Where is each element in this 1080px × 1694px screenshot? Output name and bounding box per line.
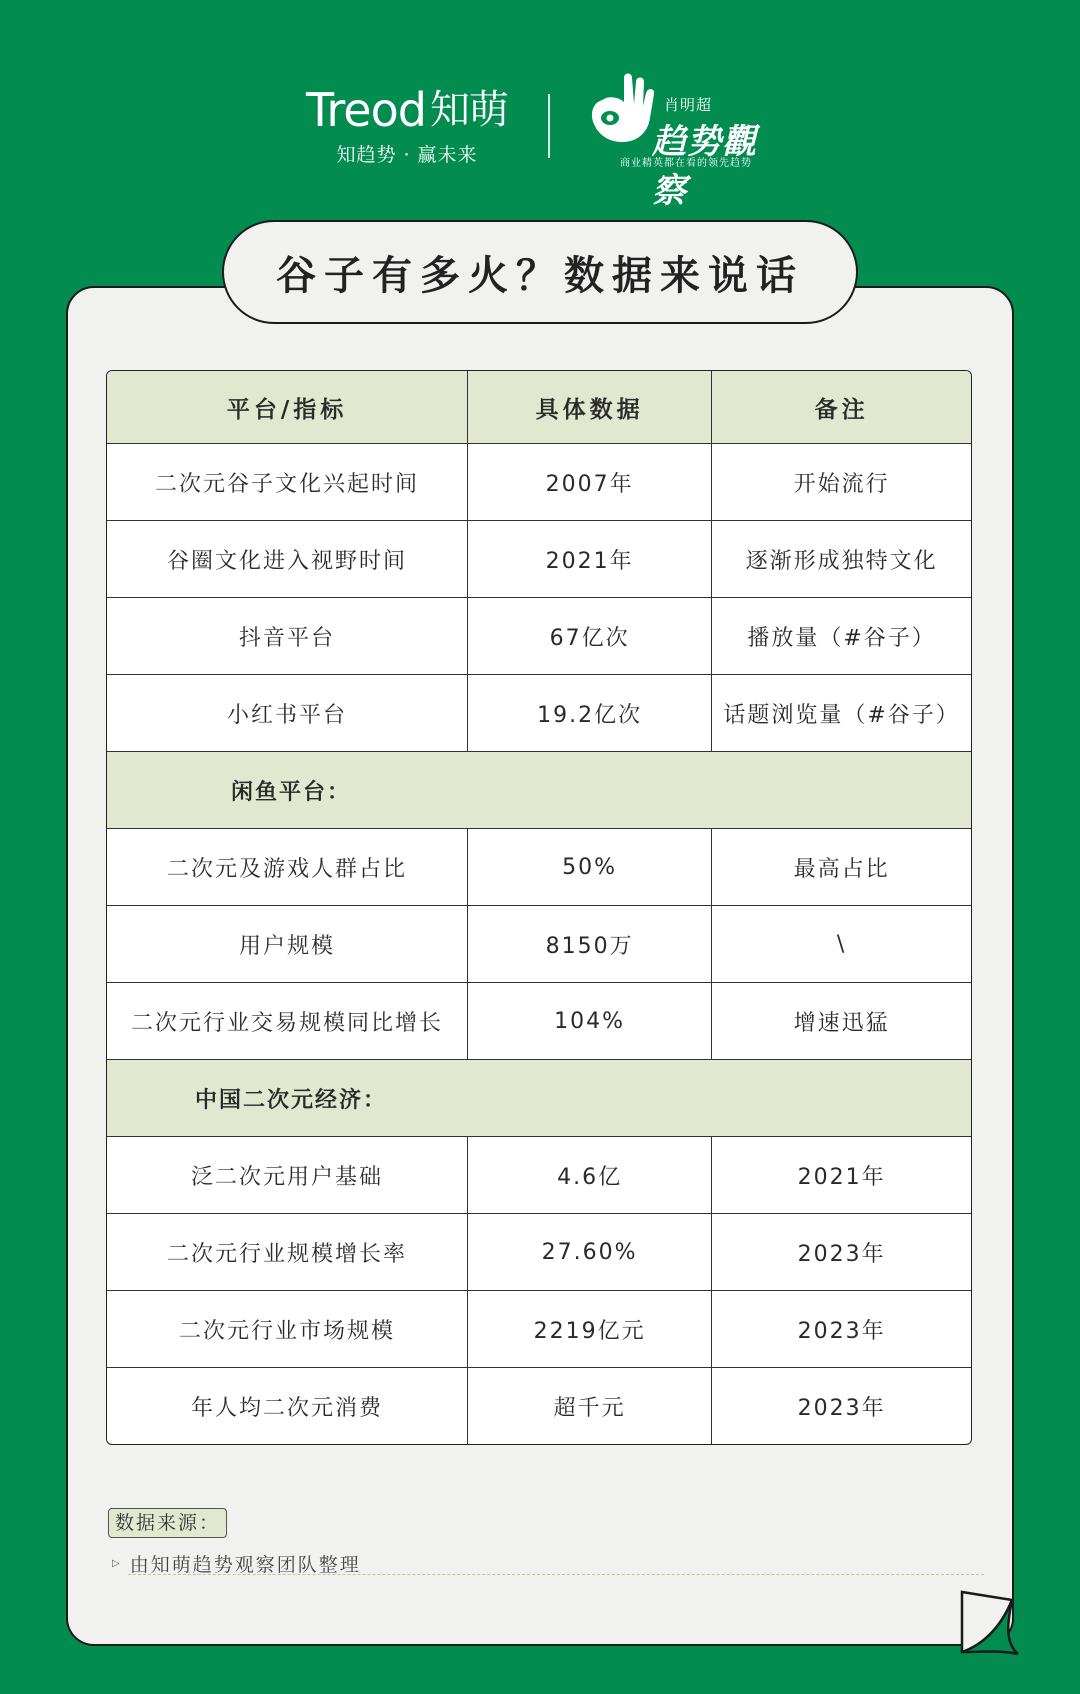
brand-tagline: 知趋势 · 赢未来 [336,144,478,166]
table-cell: 2007年 [468,444,712,521]
table-cell: 8150万 [468,906,712,983]
table-header-row [107,371,971,444]
table-cell: 逐渐形成独特文化 [712,521,971,598]
table-cell: 2023年 [712,1291,971,1368]
table-cell: 开始流行 [712,444,971,521]
table-cell: 年人均二次元消费 [107,1368,468,1444]
table-row [107,983,971,1060]
column-header: 平台/指标 [107,371,468,444]
table-row [107,1368,971,1444]
partner-small-name: 肖明超 [664,96,713,114]
table-cell: 二次元谷子文化兴起时间 [107,444,468,521]
column-header: 备注 [712,371,971,444]
partner-big-name: 趋势觀察 [652,122,757,211]
table-row [107,906,971,983]
table-cell: 用户规模 [107,906,468,983]
table-cell: 50% [468,829,712,906]
table-cell: 二次元行业市场规模 [107,1291,468,1368]
table-cell: 泛二次元用户基础 [107,1137,468,1214]
table-cell: 2023年 [797,1395,886,1421]
table-cell: 小红书平台 [107,675,468,752]
column-header: 具体数据 [468,371,712,444]
data-table [106,370,972,1445]
table-row [107,1214,971,1291]
table-cell: 增速迅猛 [712,983,971,1060]
section-row-xianyu [107,752,971,829]
table-cell: 超千元 [468,1368,712,1444]
header [0,0,1080,211]
table-row [107,1137,971,1214]
section-label: 闲鱼平台： [231,779,352,805]
dashed-divider [128,1574,984,1575]
table-cell: \ [712,906,971,983]
table-row [107,829,971,906]
table-cell: 谷圈文化进入视野时间 [107,521,468,598]
table-cell: 抖音平台 [107,598,468,675]
table-cell: 2219亿元 [468,1291,712,1368]
section-header [107,1060,971,1137]
triangle-bullet-icon: ▷ [112,1558,122,1569]
table-cell: 67亿次 [468,598,712,675]
section-label: 中国二次元经济： [195,1087,388,1113]
table-row [107,1291,971,1368]
table-row [107,521,971,598]
brand-latin: Treod [306,83,426,137]
page-title: 谷子有多火？数据来说话 [222,220,858,324]
table-cell: 2023年 [712,1214,971,1291]
ok-hand-icon [588,72,660,152]
table-cell: 二次元及游戏人群占比 [107,829,468,906]
logo-divider [548,94,550,158]
page-curl-decoration [960,1590,1020,1670]
table-cell: 2021年 [712,1137,971,1214]
partner-slogan: 商业精英都在看的领先趋势 [620,158,752,169]
source-line [112,1550,361,1577]
treod-logo [292,84,522,167]
table-row [107,598,971,675]
source-label: 数据来源： [108,1508,227,1538]
trend-observation-logo [588,72,788,211]
table-cell: 播放量（#谷子） [712,598,971,675]
table-cell: 二次元行业交易规模同比增长 [107,983,468,1060]
table-cell: 最高占比 [712,829,971,906]
table-cell: 二次元行业规模增长率 [107,1214,468,1291]
table-cell: 话题浏览量（#谷子） [712,675,971,752]
table-cell: 4.6亿 [468,1137,712,1214]
section-row-china-acg [107,1060,971,1137]
table-row [107,444,971,521]
table-row [107,675,971,752]
table-cell: 19.2亿次 [468,675,712,752]
brand-cn: 知萌 [429,87,508,133]
table-cell: 27.60% [468,1214,712,1291]
section-header [107,752,971,829]
table-cell: 2021年 [468,521,712,598]
table-cell: 104% [468,983,712,1060]
source-text: 由知萌趋势观察团队整理 [129,1554,361,1576]
